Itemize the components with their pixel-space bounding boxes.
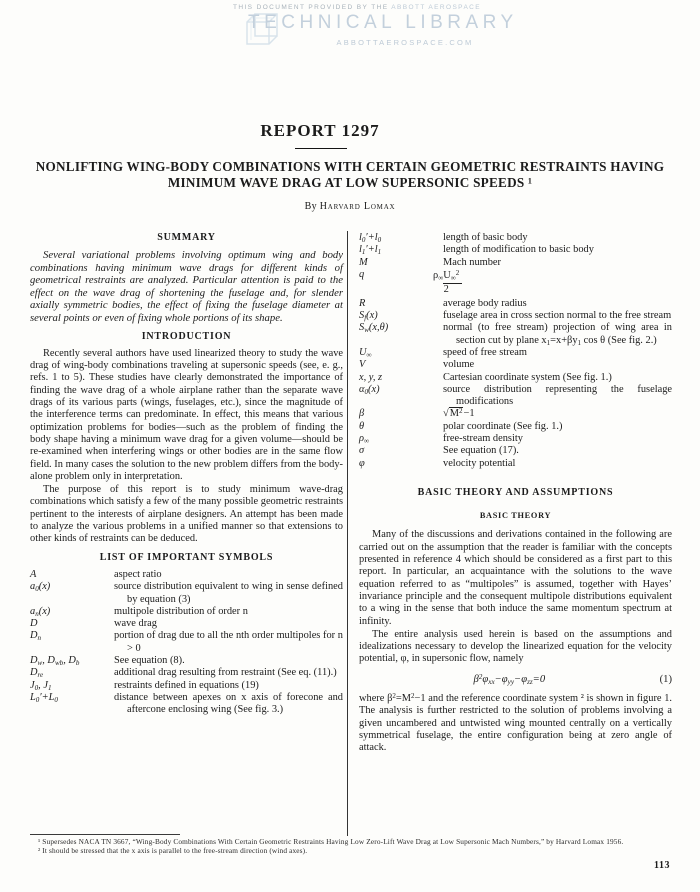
symbol: θ — [359, 420, 365, 432]
symbol: $S_w(x,\theta)$ — [359, 322, 389, 335]
symbol: x, y, z — [359, 371, 383, 383]
symbol-row — [359, 408, 672, 420]
symbol-description: Cartesian coordinate system (See fig. 1.) — [443, 371, 612, 383]
introduction-paragraph-2: The purpose of this report is to study minimum wave-drag combinations which satisfy a few of the many possible geometric restraints pertinent to the interests of airplane designers. An attempt has been made to analyze the various problems in a unified manner so that extensions to other kinds of restraints can be deduced. — [30, 484, 343, 545]
symbol-description: fuselage area in cross section normal to the free stream — [443, 310, 672, 322]
byline-prefix: By — [304, 201, 317, 212]
introduction-paragraph-1: Recently several authors have used linearized theory to study the wave drag of wing-body combinations traveling at supersonic speeds (see, e. g., refs. 1 to 5). These studies have clearly demonstrated the importance of finding the wave drag of a whole airplane rather than the separate wave drags of its various parts (wings, fuselages, etc.), since the magnitude of the interference terms can predominate. In effect, this means that various optimization problems for bodies—such as the problem of finding the body shape having a minimum wave drag for a given volume—should be re-examined when interfering wings or other bodies are in the same flow field. In many cases the solution to the new problem differs from the body-alone problem only in interpretation. — [30, 347, 343, 482]
symbol: $a_n(x)$ — [30, 605, 51, 618]
symbol-row — [30, 618, 343, 630]
symbol: $\alpha_0(x)$ — [359, 383, 380, 396]
symbol-row — [30, 680, 343, 692]
watermark-provided-line — [232, 4, 482, 11]
watermark-provided-text: THIS DOCUMENT PROVIDED BY THE — [232, 4, 389, 11]
report-title — [30, 159, 670, 190]
symbol-row — [359, 298, 672, 310]
symbol-row — [359, 347, 672, 359]
symbols-heading: LIST OF IMPORTANT SYMBOLS — [99, 551, 274, 563]
symbol-description: See equation (17). — [443, 445, 519, 457]
symbol-row — [359, 445, 672, 457]
symbol: M — [359, 256, 368, 268]
symbol-description: restraints defined in equations (19) — [114, 679, 259, 691]
symbol-row — [30, 655, 343, 667]
symbol: R — [359, 297, 366, 309]
basic-theory-paragraph-3: where $\beta^2=M^2-1$ and the reference coordinate system ² is shown in figure 1. The analysis is further restricted to the solution of problems involving a given uncambered and untwisted wing mounted centrally on a vertically symmetrical fuselage, the entire configuration being at zero angle of attack. — [359, 691, 672, 754]
symbol-row — [30, 692, 343, 717]
report-title-line1: NONLIFTING WING-BODY COMBINATIONS WITH CERTAIN GEOMETRIC RESTRAINTS HAVING — [35, 159, 665, 174]
author-name: Harvard Lomax — [319, 201, 396, 212]
right-column — [359, 232, 672, 755]
fraction: $\frac{\rho_\infty U_\infty^2}{2}$ — [443, 271, 462, 296]
watermark-library-title: TECHNICAL LIBRARY — [248, 12, 518, 33]
symbol-description: velocity potential — [443, 457, 516, 469]
symbol: $a_0(x)$ — [30, 581, 51, 593]
symbol: φ — [359, 457, 365, 469]
symbol-description: length of modification to basic body — [443, 244, 594, 256]
symbol-row — [30, 569, 343, 581]
left-column — [30, 232, 343, 716]
symbols-list-right — [359, 232, 672, 470]
basic-theory-assumptions-heading: BASIC THEORY AND ASSUMPTIONS — [417, 486, 614, 498]
symbol-description: average body radius — [443, 297, 527, 309]
equation-1-expression: $\beta^2\varphi_{xx}-\varphi_{yy}-\varphi_{zz}=0$ — [473, 672, 546, 686]
symbols-list-left — [30, 569, 343, 717]
footnote-rule — [30, 834, 180, 835]
symbol: $L_0'+L_0$ — [30, 691, 58, 704]
summary-heading: SUMMARY — [157, 232, 216, 243]
symbol: $\rho_\infty$ — [359, 433, 370, 445]
footnotes — [30, 834, 674, 856]
symbol-description: volume — [443, 359, 475, 371]
symbol-description: free-stream density — [443, 433, 523, 444]
symbol-row — [30, 606, 343, 618]
symbol-description: speed of free stream — [443, 346, 527, 358]
symbol-description: polar coordinate (See fig. 1.) — [443, 420, 563, 432]
report-title-line2: MINIMUM WAVE DRAG AT LOW SUPERSONIC SPEEDS ¹ — [167, 174, 533, 190]
basic-theory-paragraph-2: The entire analysis used herein is based on the assumptions and idealizations necessary to develop the linearized equation for the velocity potential, φ, in supersonic flow, namely — [359, 628, 672, 665]
equation-1-number: (1) — [659, 673, 672, 685]
symbol: $l_0'+l_0$ — [359, 232, 382, 244]
symbol: $D_{re}$ — [30, 667, 44, 680]
symbol: q — [359, 268, 365, 280]
symbol-description: wave drag — [114, 618, 157, 630]
symbol-description: normal (to free stream) projection of wing area in section cut by plane $x_1=x+\beta y_1$ cos θ (See fig. 2.) — [443, 322, 672, 347]
symbol: $U_\infty$ — [359, 346, 372, 359]
symbol-row — [359, 359, 672, 371]
symbol: $D_n$ — [30, 630, 42, 643]
symbol-description: source distribution equivalent to wing in sense defined by equation (3) — [114, 581, 343, 605]
symbol-description: source distribution representing the fuselage modifications — [443, 383, 672, 408]
basic-theory-subheading: BASIC THEORY — [479, 511, 552, 521]
symbol-row — [359, 244, 672, 256]
symbol-row — [359, 384, 672, 409]
symbol-description — [433, 268, 672, 298]
symbol-description: additional drag resulting from restraint (See eq. (11).) — [114, 667, 337, 679]
symbol-row — [359, 310, 672, 322]
symbol-description: length of basic body — [443, 232, 528, 243]
introduction-heading: INTRODUCTION — [141, 330, 232, 342]
symbol-description: multipole distribution of order n — [114, 605, 248, 617]
summary-paragraph: Several variational problems involving optimum wing and body combinations having minimum wave drags for different kinds of geometrical restraints are analyzed. Particular attention is paid to the effect on the wave drag of shortening the fuselage and, for slender axially symmetric bodies, the effect of fixing the fuselage diameter at several points or even of fixing whole portions of its shape. — [30, 249, 343, 325]
symbol-row — [359, 421, 672, 433]
footnote-2: ² It should be stressed that the x axis is parallel to the free-stream direction (wind axes). — [38, 845, 308, 855]
symbol-row — [359, 269, 672, 298]
watermark-site-url: ABBOTTAEROSPACE.COM — [336, 38, 474, 47]
symbol: $J_0$, $J_1$ — [30, 679, 52, 692]
equation-1 — [359, 674, 672, 686]
symbol-row — [359, 458, 672, 470]
symbol: D — [30, 618, 38, 630]
symbol-description: aspect ratio — [114, 568, 162, 580]
symbol-description: Mach number — [443, 256, 501, 268]
report-number: REPORT 1297 — [260, 121, 380, 140]
symbol-row — [30, 630, 343, 655]
symbol: A — [30, 568, 37, 580]
column-divider — [347, 231, 348, 836]
symbol-description: portion of drag due to all the nth order multipoles for n > 0 — [114, 630, 343, 654]
symbol-row — [359, 257, 672, 269]
symbol-row — [30, 667, 343, 679]
symbol: V — [359, 359, 366, 371]
watermark-provider-text: ABBOTT AEROSPACE — [391, 4, 482, 11]
symbol-description: See equation (8). — [114, 655, 185, 666]
symbol-row — [359, 232, 672, 244]
symbol-row — [359, 322, 672, 347]
byline — [30, 201, 670, 212]
symbol: $l_1'+l_1$ — [359, 244, 382, 257]
symbol: $S_f(x)$ — [359, 310, 378, 322]
basic-theory-paragraph-1: Many of the discussions and derivations contained in the following are carried out on the assumption that the reader is familiar with the concepts presented in reference 4 which should be considered as a first part to this report. In particular, an acquaintance with the solutions to the wave equation referred to as “multipoles” is assumed, together with Hayes’ invariance principle and the consequent multipole distributions equivalent to a wing in the sense that both induce the same momentum spectrum at infinity. — [359, 529, 672, 627]
page-number: 113 — [654, 860, 670, 871]
symbol: $D_w$, $D_{wb}$, $D_b$ — [30, 655, 80, 667]
symbol: β — [359, 408, 365, 420]
footnote-1: ¹ Supersedes NACA TN 3667, “Wing-Body Combinations With Certain Geometric Restraints Having Low Zero-Lift Wave Drag at Low Supersonic Mach Numbers,” by Harvard Lomax 1956. — [38, 837, 624, 846]
symbol-description: $√M^2-1$ — [443, 407, 475, 420]
symbol-row — [30, 581, 343, 606]
symbol-row — [359, 372, 672, 384]
symbol-description: distance between apexes on x axis of forecone and aftercone enclosing wing (See fig. 3.) — [114, 691, 343, 716]
symbol-row — [359, 433, 672, 445]
title-rule — [295, 148, 347, 149]
symbol: σ — [359, 445, 365, 457]
